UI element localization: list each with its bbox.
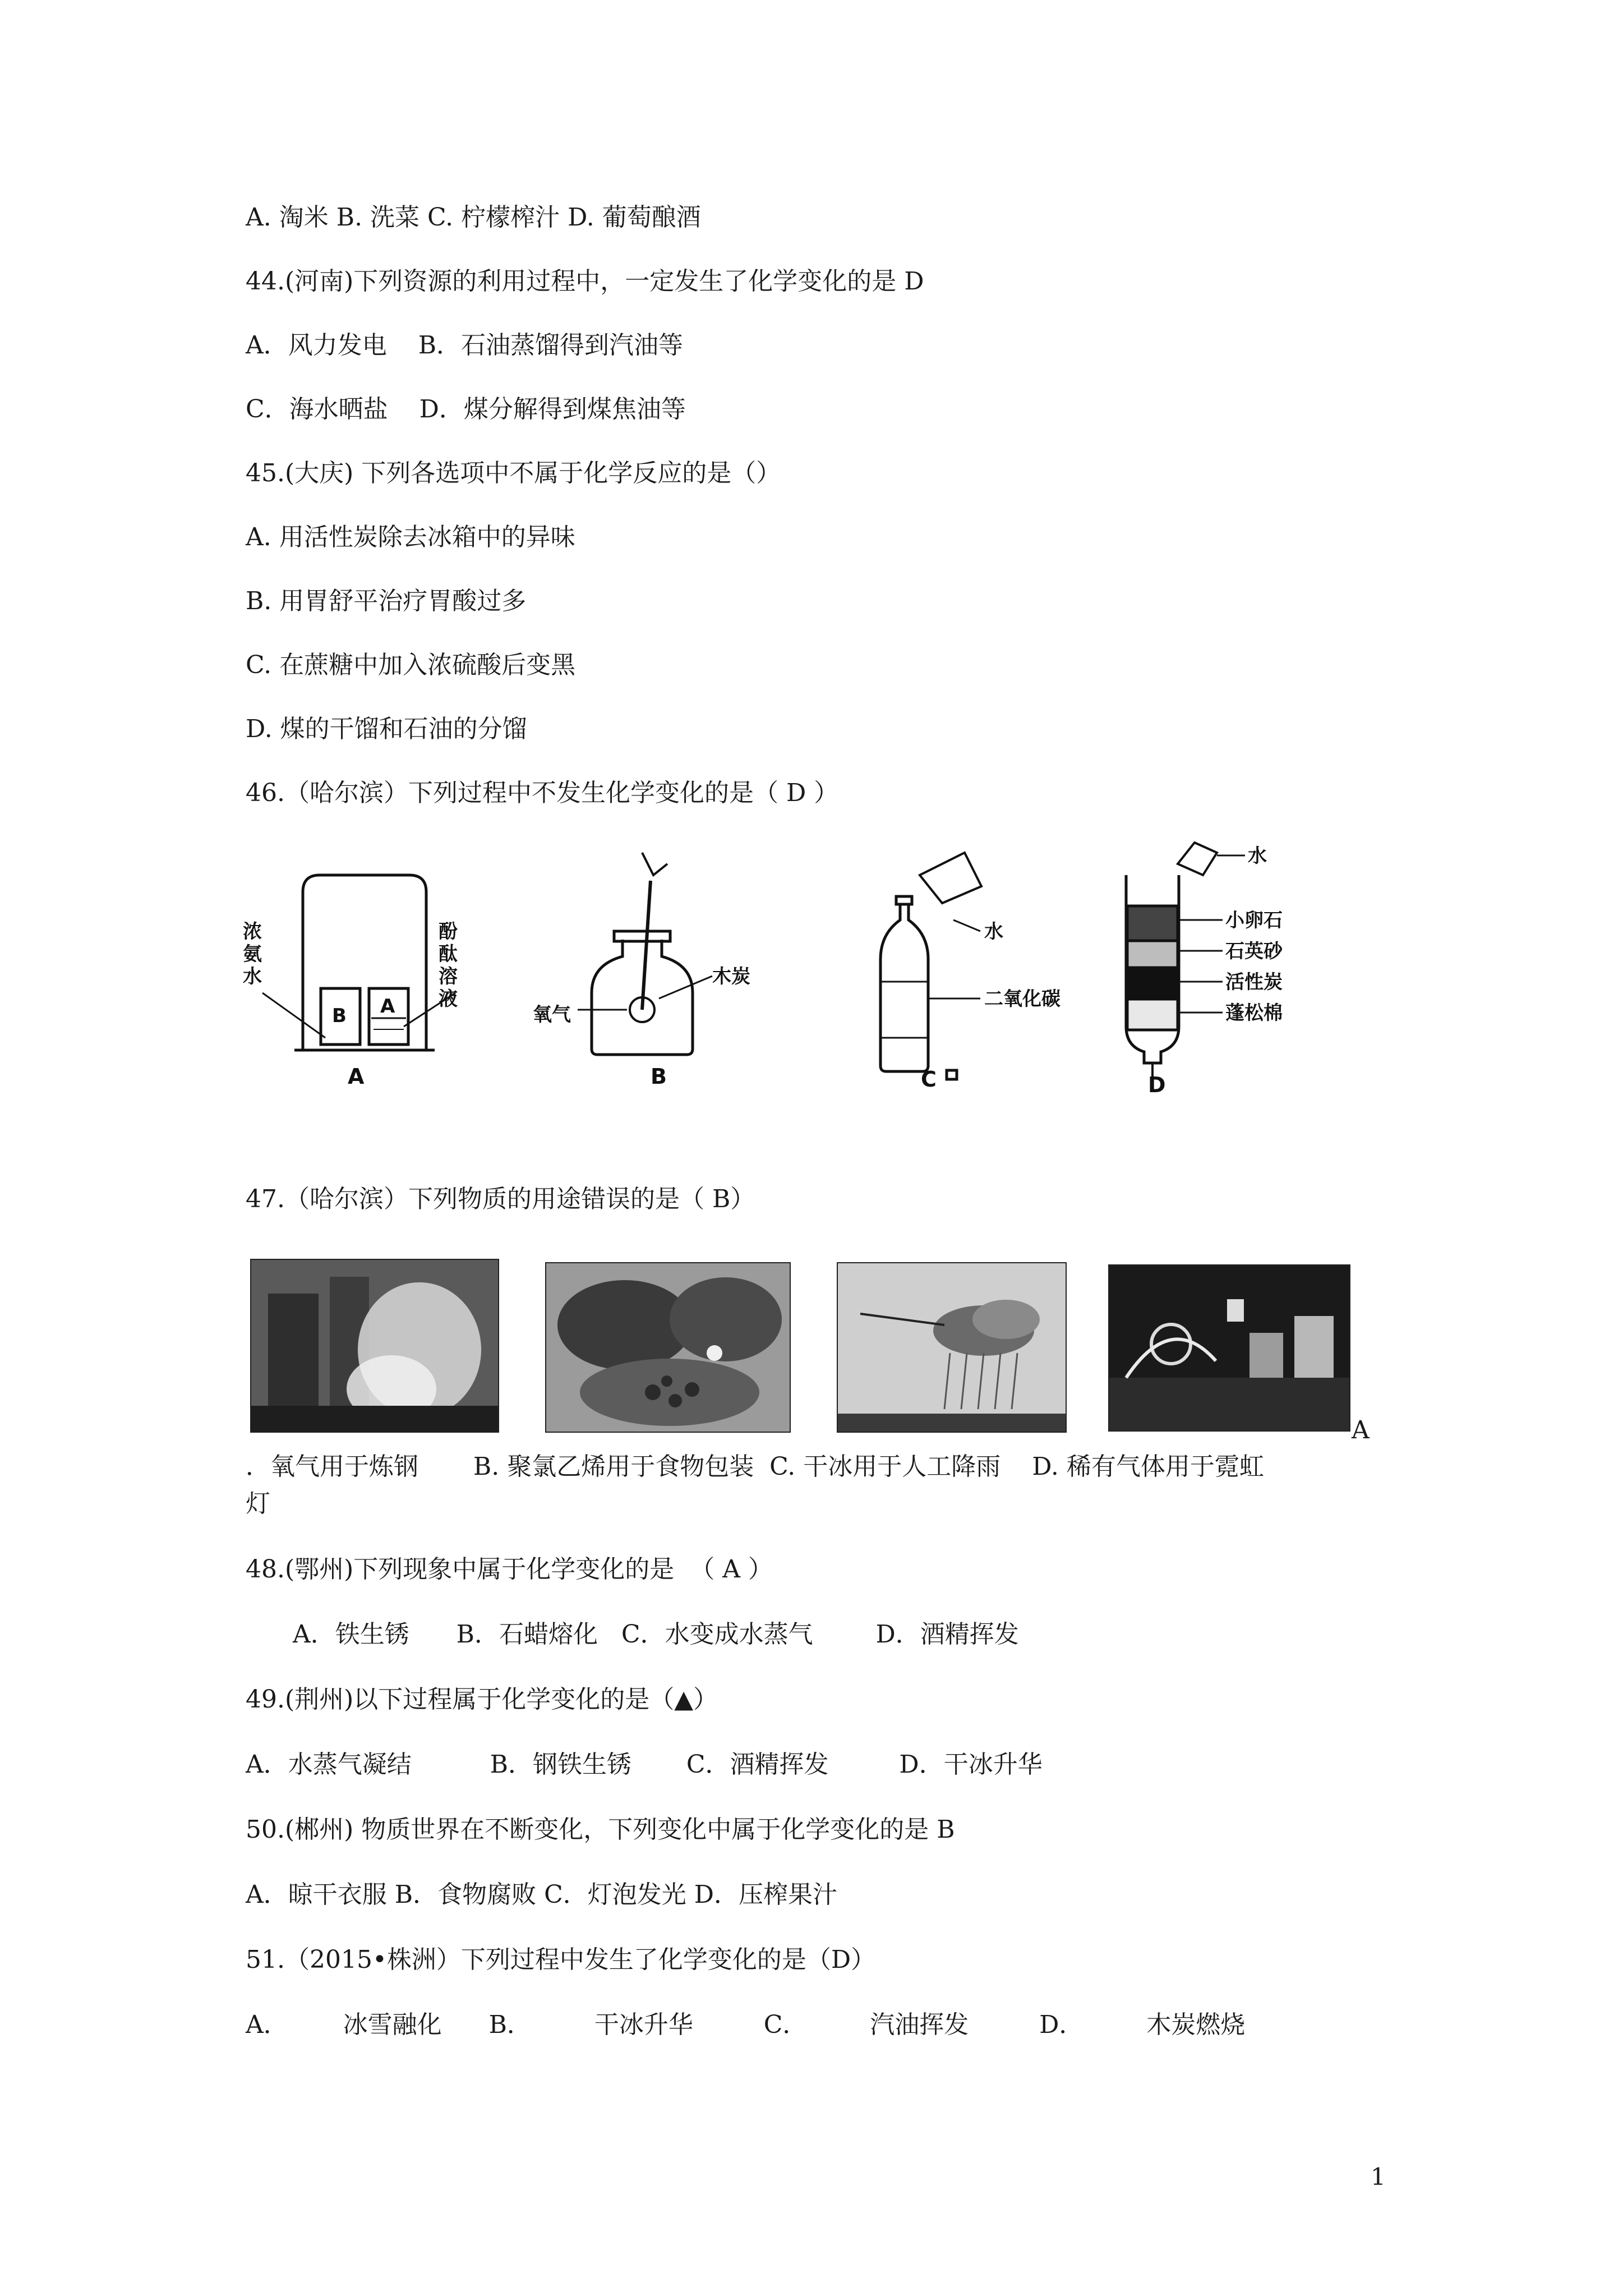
text-line-q50: 50.(郴州) 物质世界在不断变化，下列变化中属于化学变化的是 B (246, 1815, 955, 1844)
label-c-water: 水 (984, 921, 1003, 943)
experiment-figure-46 (241, 841, 1419, 1111)
label-a-left-1: 浓 (243, 921, 262, 943)
label-c-co2: 二氧化碳 (984, 988, 1061, 1010)
label-a-right-3: 溶 (439, 965, 458, 988)
figure-d-caption: D (1148, 1073, 1166, 1097)
text-line-q51-options: A． 冰雪融化 B． 干冰升华 C． 汽油挥发 D． 木炭燃烧 (246, 2010, 1246, 2039)
q47-caption-line-2: 灯 (246, 1489, 270, 1518)
text-line-q49: 49.(荆州)以下过程属于化学变化的是（▲） (246, 1685, 718, 1714)
text-line-q48-options: A．铁生锈 B．石蜡熔化 C．水变成水蒸气 D．酒精挥发 (246, 1620, 1019, 1649)
label-a-right-4: 液 (439, 988, 458, 1010)
figure-b-caption: B (651, 1064, 667, 1089)
text-line-q50-options: A．晾干衣服 B．食物腐败 C．灯泡发光 D．压榨果汁 (246, 1880, 838, 1909)
text-line-q45: 45.(大庆) 下列各选项中不属于化学反应的是（） (246, 459, 781, 487)
photo-steelmaking (250, 1259, 499, 1433)
text-line-q44-cd: C．海水晒盐 D．煤分解得到煤焦油等 (246, 395, 686, 424)
label-b-oxygen: 氧气 (533, 1004, 571, 1026)
figure-a-bell-jar (262, 875, 455, 1050)
figure-b-gas-jar (578, 853, 712, 1055)
label-a-left-3: 水 (243, 965, 262, 988)
label-a-left-2: 氨 (243, 943, 262, 965)
label-a-right-1: 酚 (439, 921, 458, 943)
page-number: 1 (1371, 2163, 1386, 2191)
text-line-q45-b: B. 用胃舒平治疗胃酸过多 (246, 587, 527, 615)
text-line-q47: 47.（哈尔滨）下列物质的用途错误的是（ B） (246, 1185, 755, 1213)
text-line-options-43: A. 淘米 B. 洗菜 C. 柠檬榨汁 D. 葡萄酿酒 (246, 203, 701, 232)
text-line-q46: 46.（哈尔滨）下列过程中不发生化学变化的是（ D ） (246, 779, 839, 807)
label-a-right-2: 酞 (439, 943, 458, 965)
label-b-charcoal: 木炭 (712, 965, 750, 988)
q47-caption-line-1: ．氧气用于炼钢 B. 聚氯乙烯用于食物包装 C. 干冰用于人工降雨 D. 稀有气体用于霓虹 (246, 1452, 1264, 1481)
text-line-q49-options: A．水蒸气凝结 B．钢铁生锈 C．酒精挥发 D．干冰升华 (246, 1750, 1043, 1779)
q47-caption-letter-a: A (1352, 1416, 1370, 1444)
text-line-q48: 48.(鄂州)下列现象中属于化学变化的是 （ A ） (246, 1555, 773, 1584)
figure-a-caption: A (348, 1064, 365, 1089)
text-line-q44: 44.(河南)下列资源的利用过程中，一定发生了化学变化的是 D (246, 267, 924, 296)
photo-neon-lights (1108, 1264, 1350, 1432)
label-d-cotton: 蓬松棉 (1225, 1002, 1283, 1024)
photo-artificial-rain (837, 1262, 1067, 1433)
label-a-beaker-b: B (332, 1005, 347, 1027)
text-line-q45-a: A. 用活性炭除去冰箱中的异味 (246, 523, 575, 551)
label-a-beaker-a: A (380, 995, 395, 1018)
text-line-q44-ab: A．风力发电 B．石油蒸馏得到汽油等 (246, 331, 684, 360)
text-line-q45-c: C. 在蔗糖中加入浓硫酸后变黑 (246, 651, 576, 679)
text-line-q51: 51.（2015•株洲）下列过程中发生了化学变化的是（D） (246, 1945, 876, 1974)
label-d-quartz-sand: 石英砂 (1225, 940, 1283, 963)
label-d-water: 水 (1248, 845, 1267, 867)
label-d-pebbles: 小卵石 (1225, 909, 1283, 932)
figure-c-caption: C (921, 1067, 937, 1092)
text-line-q45-d: D. 煤的干馏和石油的分馏 (246, 715, 527, 743)
figure-c-bottle (880, 853, 981, 1079)
photo-food-packaging (545, 1262, 791, 1433)
label-d-activated-carbon: 活性炭 (1225, 971, 1283, 993)
